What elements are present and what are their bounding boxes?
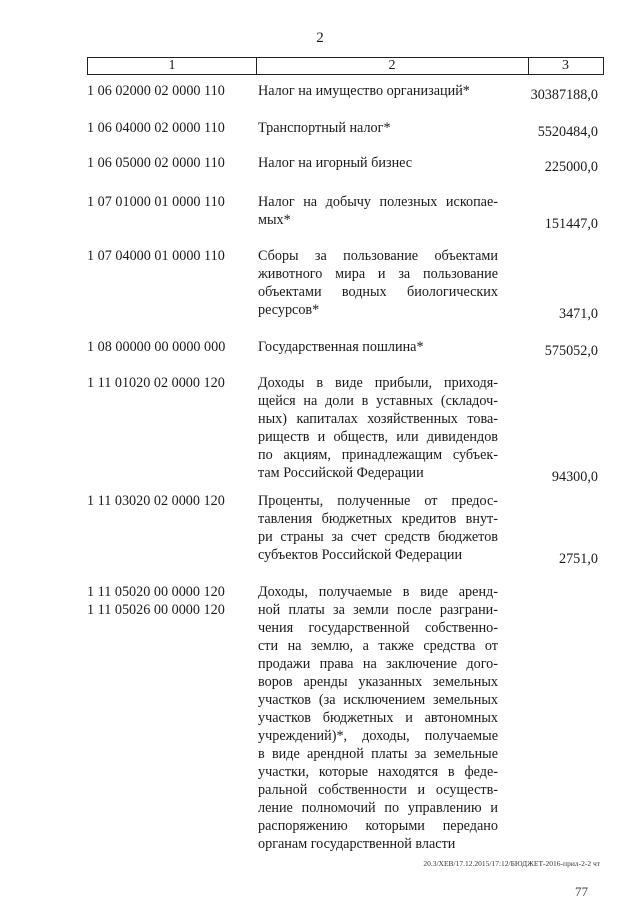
revenue-name	[258, 193, 498, 229]
budget-code	[87, 193, 255, 211]
revenue-name-line: участков бюджетных и автономных	[258, 710, 498, 726]
revenue-name-line: ральной собственности и осуществ-	[258, 782, 498, 798]
budget-code-line: 1 08 00000 00 0000 000	[87, 339, 226, 355]
budget-code	[87, 82, 255, 100]
revenue-name-line: Государственная пошлина*	[258, 339, 424, 355]
revenue-name-line: щейся на доли в уставных (складоч-	[258, 393, 498, 409]
revenue-name-line: по акциям, принадлежащим субъек-	[258, 447, 498, 463]
revenue-name-line: учреждений)*, доходы, получаемые	[258, 728, 498, 744]
revenue-name-line: там Российской Федерации	[258, 465, 424, 481]
amount-value: 94300,0	[551, 469, 598, 485]
budget-code	[87, 374, 255, 392]
amount-value: 575052,0	[544, 343, 598, 359]
budget-code-line: 1 11 05020 00 0000 120	[87, 584, 225, 600]
revenue-name-line: воров аренды указанных земельных	[258, 674, 498, 690]
budget-code-line: 1 11 03020 02 0000 120	[87, 493, 225, 509]
revenue-name	[258, 119, 498, 137]
revenue-name-line: продажи права на заключение дого-	[258, 656, 498, 672]
revenue-name	[258, 247, 498, 319]
revenue-name-line: Доходы, получаемые в виде аренд-	[258, 584, 498, 600]
amount-value: 5520484,0	[537, 124, 598, 140]
budget-code	[87, 492, 255, 510]
revenue-name-line: чения государственной собственно-	[258, 620, 498, 636]
revenue-name-line: участки, которые находятся в феде-	[258, 764, 498, 780]
revenue-name-line: Налог на имущество организаций*	[258, 83, 470, 99]
corner-mark: 77	[575, 884, 588, 899]
budget-code	[87, 338, 255, 356]
amount-value: 3471,0	[558, 306, 598, 322]
budget-code	[87, 119, 255, 137]
revenue-name	[258, 82, 498, 100]
revenue-name	[258, 338, 498, 356]
revenue-name	[258, 492, 498, 564]
amount-value: 2751,0	[558, 551, 598, 567]
revenue-name-line: мых*	[258, 212, 291, 228]
revenue-name	[258, 374, 498, 482]
revenue-name	[258, 583, 498, 853]
revenue-name-line: риществ и обществ, или дивидендов	[258, 429, 498, 445]
revenue-name-line: в виде арендной платы за земельные	[258, 746, 498, 762]
budget-code-line: 1 11 01020 02 0000 120	[87, 375, 225, 391]
page-number: 2	[316, 30, 324, 46]
budget-code-line: 1 11 05026 00 0000 120	[87, 602, 225, 618]
amount-value: 225000,0	[544, 159, 598, 175]
revenue-name-line: ной платы за земли после разграни-	[258, 602, 498, 618]
budget-code-line: 1 07 01000 01 0000 110	[87, 194, 225, 210]
revenue-name-line: органам государственной власти	[258, 836, 456, 852]
budget-code-line: 1 06 04000 02 0000 110	[87, 120, 225, 136]
revenue-name-line: Проценты, полученные от предос-	[258, 493, 498, 509]
revenue-name-line: ресурсов*	[258, 302, 320, 318]
footer-reference: 20.3/ХЕВ/17.12.2015/17:12/БЮДЖЕТ-2016-прил-2-2 чт	[423, 859, 600, 868]
budget-code-line: 1 06 05000 02 0000 110	[87, 155, 225, 171]
revenue-name-line: распоряжению которыми передано	[258, 818, 498, 834]
revenue-name-line: животного мира и за пользование	[258, 266, 498, 282]
revenue-name-line: Налог на игорный бизнес	[258, 155, 413, 171]
revenue-name-line: участков (за исключением земельных	[258, 692, 498, 708]
table-header	[87, 57, 604, 75]
revenue-name-line: объектами водных биологических	[258, 284, 498, 300]
revenue-name-line: тавления бюджетных кредитов внут-	[258, 511, 498, 527]
revenue-name-line: ление полномочий по управлению и	[258, 800, 498, 816]
amount-value: 30387188,0	[530, 87, 598, 103]
revenue-name-line: ри страны за счет средств бюджетов	[258, 529, 498, 545]
revenue-name-line: субъектов Российской Федерации	[258, 547, 463, 563]
revenue-name	[258, 154, 498, 172]
revenue-name-line: Доходы в виде прибыли, приходя-	[258, 375, 498, 391]
budget-code-line: 1 06 02000 02 0000 110	[87, 83, 225, 99]
header-col-1: 1	[88, 58, 257, 74]
revenue-name-line: Налог на добычу полезных ископае-	[258, 194, 498, 210]
budget-code	[87, 247, 255, 265]
revenue-name-line: Транспортный налог*	[258, 120, 391, 136]
revenue-name-line: ных) капиталах хозяйственных това-	[258, 411, 498, 427]
amount-value: 151447,0	[544, 216, 598, 232]
budget-code	[87, 154, 255, 172]
budget-code-line: 1 07 04000 01 0000 110	[87, 248, 225, 264]
budget-code	[87, 583, 255, 619]
header-col-3: 3	[562, 58, 569, 73]
revenue-name-line: сти на землю, а также средства от	[258, 638, 498, 654]
revenue-name-line: Сборы за пользование объектами	[258, 248, 498, 264]
header-col-2: 2	[256, 58, 529, 74]
